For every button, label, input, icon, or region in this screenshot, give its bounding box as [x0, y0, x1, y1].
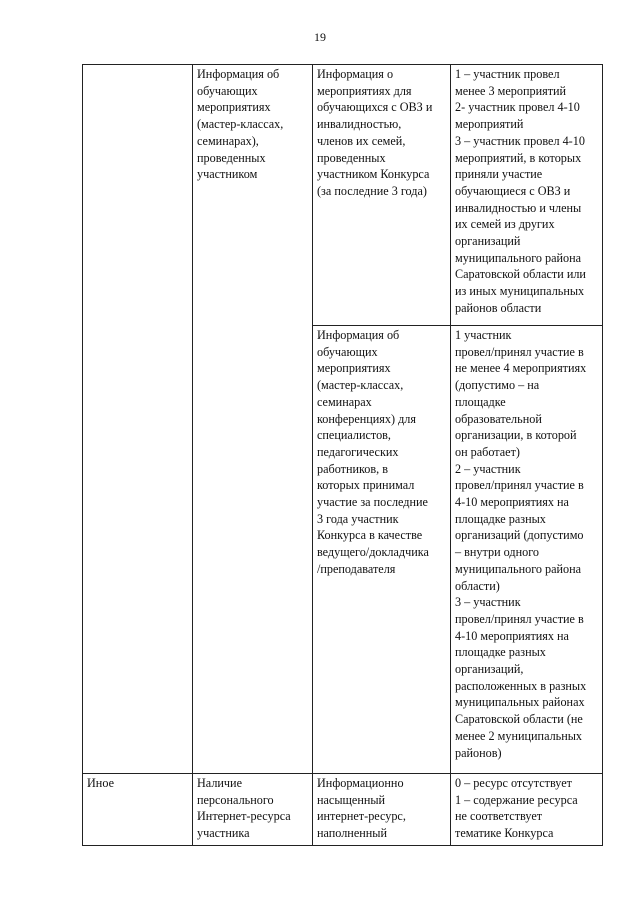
indicator-text: Наличие персонального Интернет-ресурса участника — [197, 776, 291, 841]
scoring-text: 1 – участник провел менее 3 мероприятий 2- участник провел 4-10 мероприятий 3 – участник провел 4-10 мероприятий, в которых приняли участие обучающиеся с ОВЗ и инвалидностью и члены их семей из других организаций муниципального района Саратовской области или из иных муниципальных районов области — [455, 67, 586, 315]
description-text: Информация о мероприятиях для обучающихся с ОВЗ и инвалидностью, членов их семей, проведенных участником Конкурса (за последние 3 года) — [317, 67, 433, 198]
indicator-cell — [193, 774, 313, 846]
indicator-cell — [193, 65, 313, 774]
scoring-cell — [451, 326, 603, 774]
scoring-text: 1 участник провел/принял участие в не менее 4 мероприятиях (допустимо – на площадке образовательной организации, в которой он работает) 2 – участник провел/принял участие в 4-10 мероприятиях на площадке разных организаций (допустимо – внутри одного муниципального района области) 3 – участник провел/принял участие в 4-10 мероприятиях на площадке разных организаций, расположенных в разных муниципальных районах Саратовской области (не менее 2 муниципальных районов) — [455, 328, 587, 760]
indicator-text: Информация об обучающих мероприятиях (мастер-классах, семинарах), проведенных участником — [197, 67, 284, 182]
description-cell — [313, 774, 451, 846]
table-row — [83, 65, 603, 326]
scoring-text: 0 – ресурс отсутствует 1 – содержание ресурса не соответствует тематике Конкурса — [455, 776, 578, 841]
category-text: Иное — [87, 776, 114, 790]
scoring-cell — [451, 774, 603, 846]
table-row — [83, 774, 603, 846]
description-cell — [313, 65, 451, 326]
criteria-table — [82, 64, 603, 846]
description-cell — [313, 326, 451, 774]
category-cell — [83, 774, 193, 846]
page-number: 19 — [314, 30, 326, 44]
scoring-cell — [451, 65, 603, 326]
description-text: Информационно насыщенный интернет-ресурс, наполненный — [317, 776, 406, 841]
category-cell — [83, 65, 193, 774]
description-text: Информация об обучающих мероприятиях (мастер-классах, семинарах конференциях) для специалистов, педагогических работников, в которых принимал участие за последние 3 года участник Конкурса в качестве ведущего/докладчика /преподавателя — [317, 328, 429, 576]
